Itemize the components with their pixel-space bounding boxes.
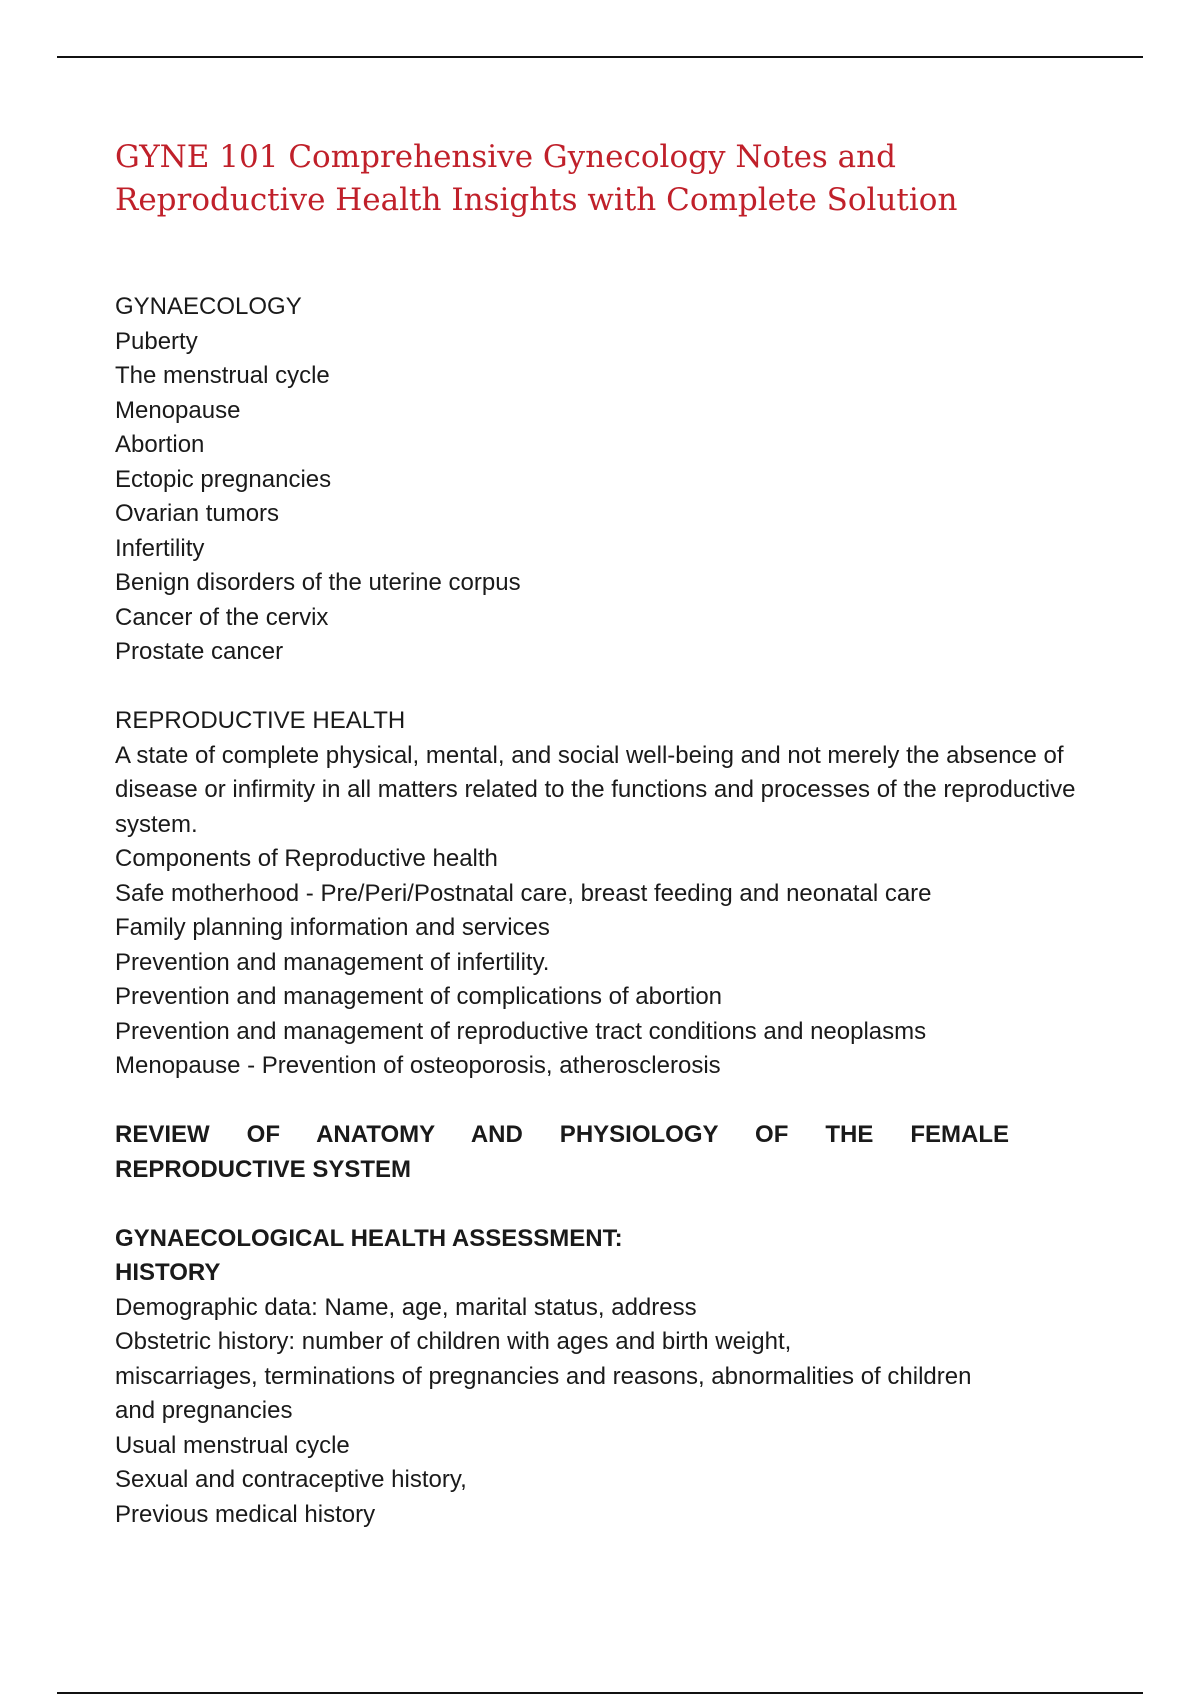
obstetric-history-line-2: miscarriages, terminations of pregnancies and reasons, abnormalities of children [115,1362,972,1390]
topic-item: Ovarian tumors [115,500,280,527]
topic-item: The menstrual cycle [115,362,330,389]
obstetric-history-line-1: Obstetric history: number of children with ages and birth weight, [115,1328,792,1355]
document-body [115,290,1090,1532]
topic-item: Menopause [115,396,241,424]
components-heading: Components of Reproductive health [115,845,498,872]
obstetric-history-line-3: and pregnancies [115,1397,293,1424]
topic-item: Puberty [115,327,198,355]
topic-item: Infertility [115,534,205,562]
component-item: Prevention and management of infertility. [115,948,550,976]
section-heading-gynaecology: GYNAECOLOGY [115,293,302,320]
component-item: Menopause - Prevention of osteoporosis, atherosclerosis [115,1052,721,1079]
component-item: Safe motherhood - Pre/Peri/Postnatal care, breast feeding and neonatal care [115,879,932,907]
section-heading-reproductive-health: REPRODUCTIVE HEALTH [115,707,406,734]
top-rule [57,56,1143,58]
review-heading-line-2: REPRODUCTIVE SYSTEM [115,1155,412,1183]
topic-item: Ectopic pregnancies [115,465,332,493]
history-subheading: HISTORY [115,1259,221,1286]
history-item: Previous medical history [115,1500,376,1528]
component-item: Prevention and management of complications of abortion [115,983,723,1010]
assessment-heading: GYNAECOLOGICAL HEALTH ASSESSMENT: [115,1224,623,1252]
bottom-rule [57,1692,1143,1694]
history-item: Sexual and contraceptive history, [115,1466,467,1493]
history-item: Usual menstrual cycle [115,1431,350,1459]
review-heading-line-1: REVIEW OF ANATOMY AND PHYSIOLOGY OF THE FEMALE [115,1121,1009,1148]
topic-item: Benign disorders of the uterine corpus [115,569,521,596]
component-item: Prevention and management of reproductive tract conditions and neoplasms [115,1017,927,1045]
topic-item: Prostate cancer [115,638,284,665]
topic-item: Cancer of the cervix [115,603,329,631]
component-item: Family planning information and services [115,914,550,941]
topic-item: Abortion [115,431,205,458]
demographic-data: Demographic data: Name, age, marital status, address [115,1293,697,1321]
reproductive-health-definition: A state of complete physical, mental, and social well-being and not merely the absence of disease or infirmity in all matters related to the functions and processes of the reproductive system. [115,741,1076,838]
page-title: GYNE 101 Comprehensive Gynecology Notes and Reproductive Health Insights with Complete Solution [115,139,958,218]
